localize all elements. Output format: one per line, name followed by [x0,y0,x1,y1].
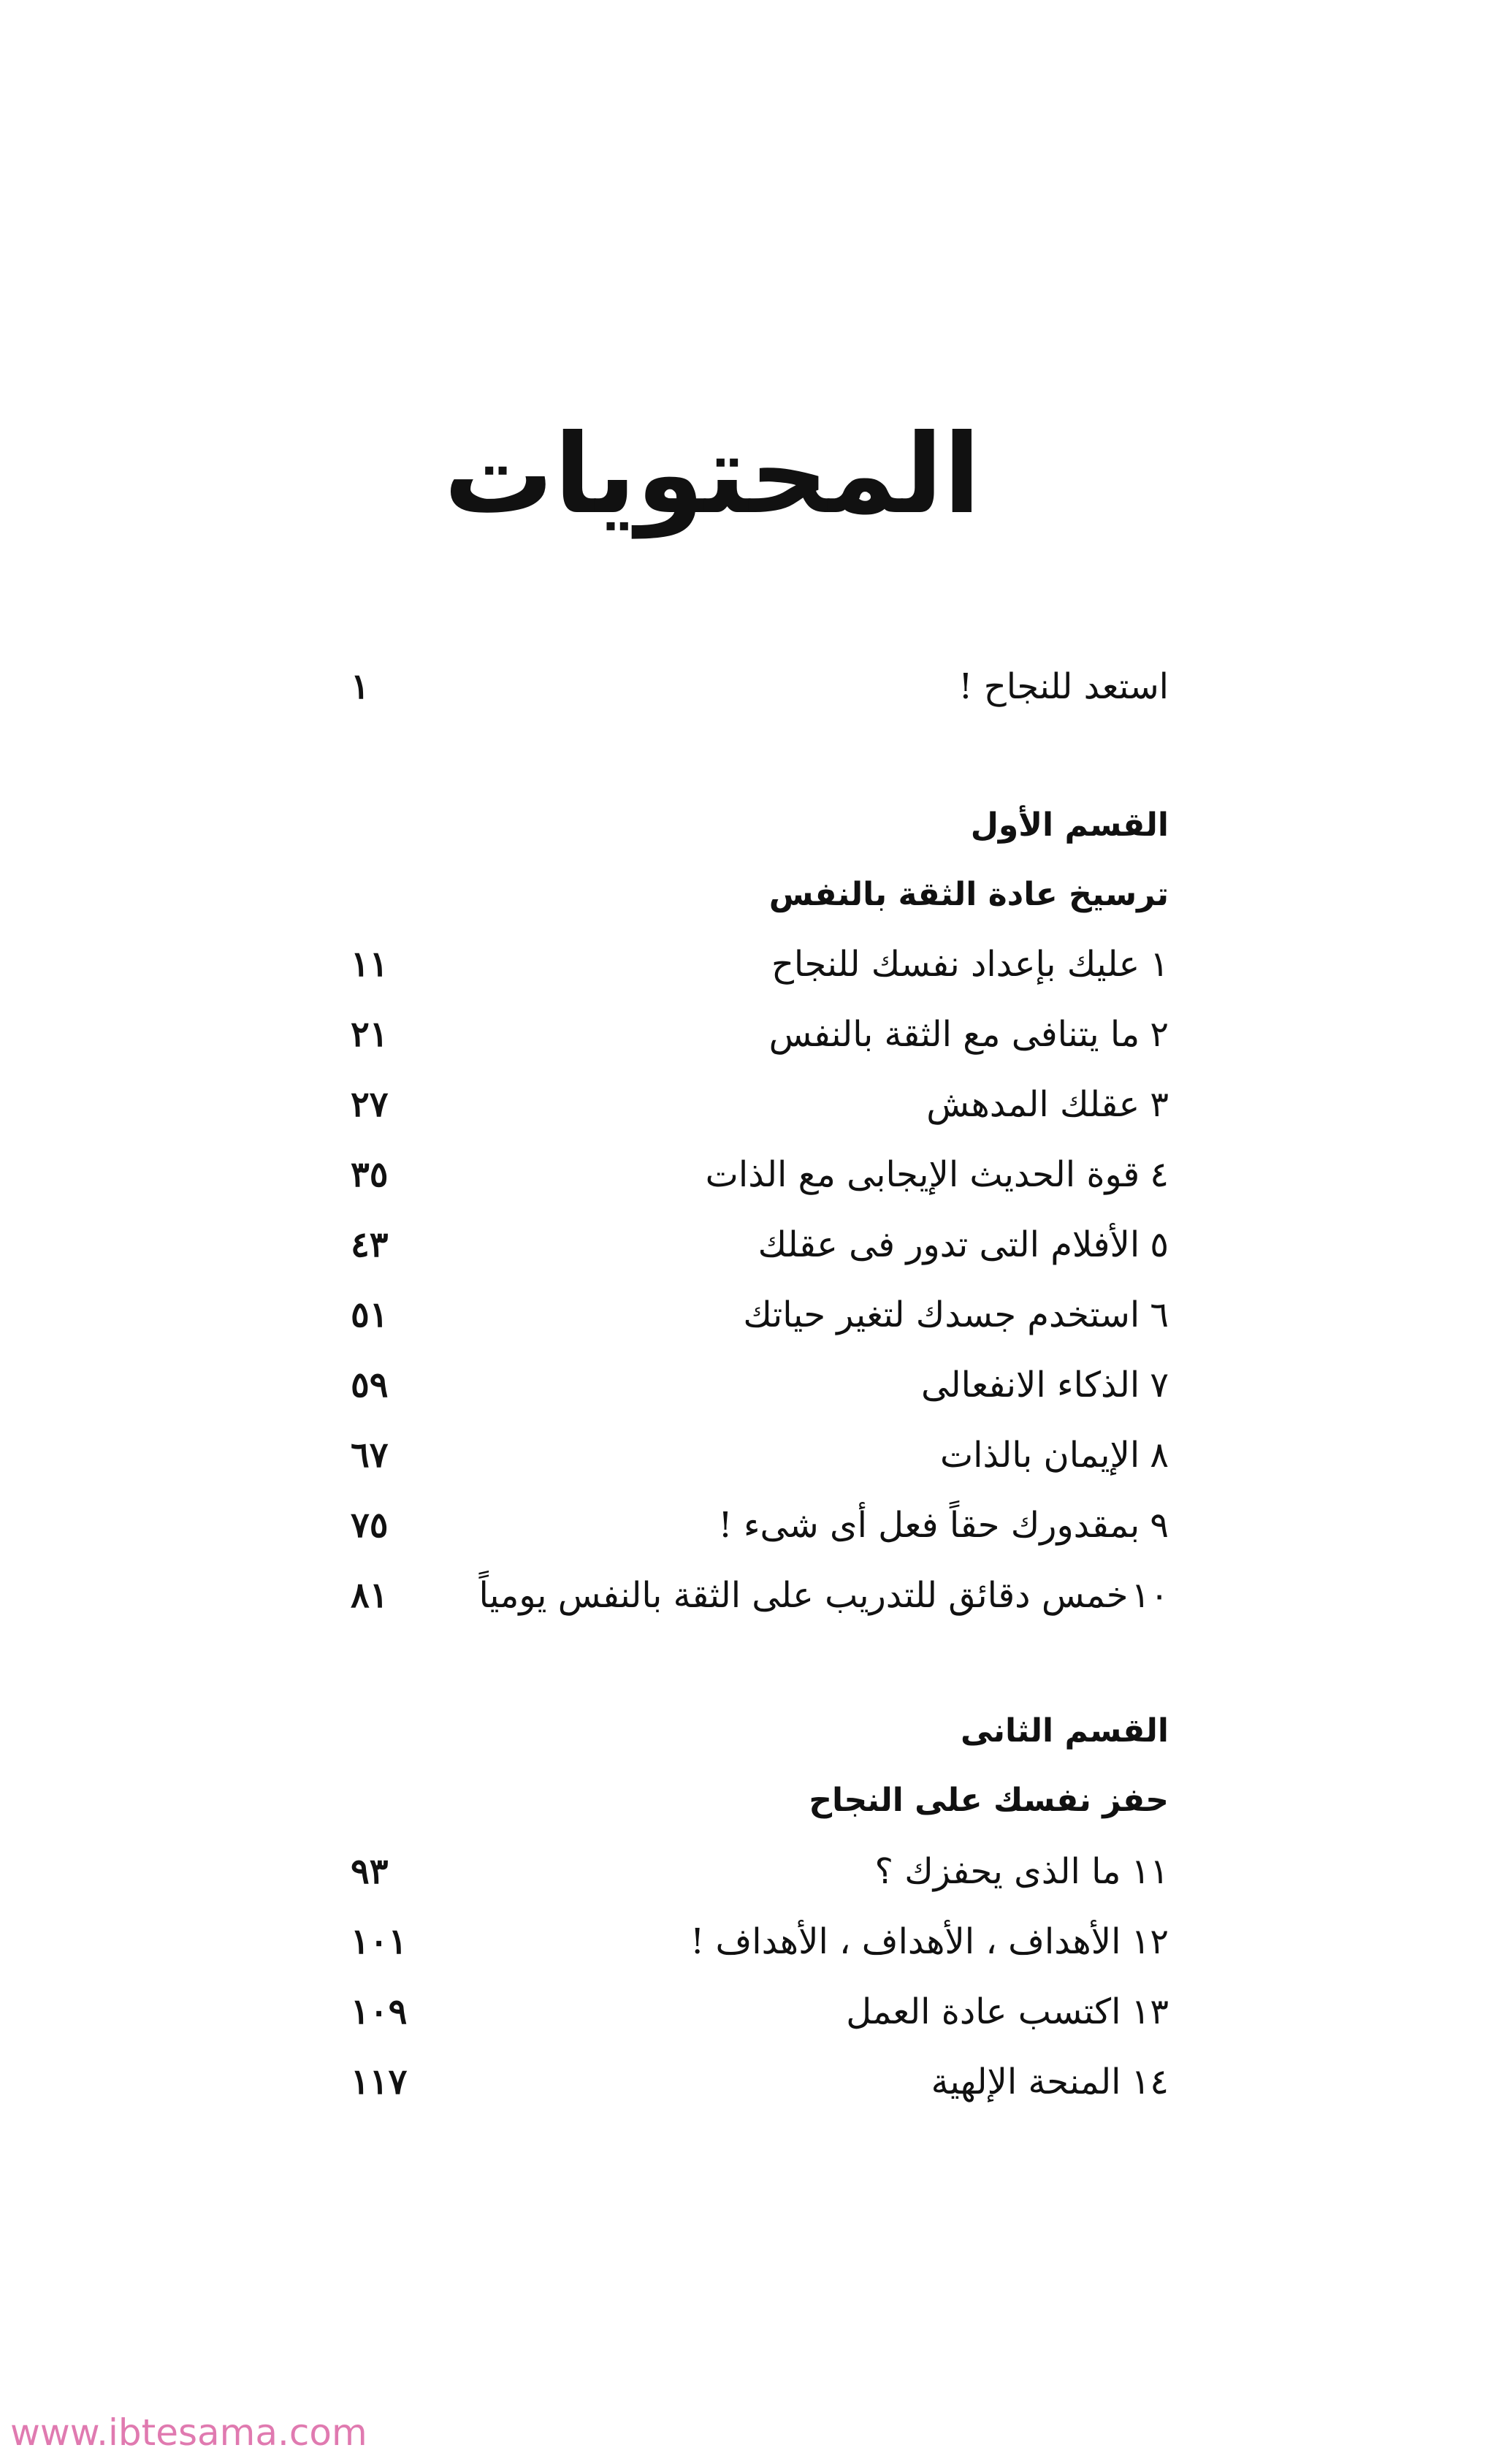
toc-entry-intro[interactable] [351,661,1169,712]
watermark-url: www.ibtesama.com [10,2411,367,2454]
toc-entry[interactable] [351,1430,1169,1481]
toc-entry-label: الذكاء الانفعالى [920,1365,1140,1405]
page-title: المحتويات [443,411,981,538]
toc-page-number: ٨١ [351,1575,389,1616]
chapter-number: ٩ [1150,1505,1169,1546]
toc-page-number: ٦٧ [351,1435,389,1476]
toc-entry-label: استعد للنجاح ! [958,666,1169,707]
table-of-contents [351,0,1169,2464]
toc-entry-label: عليك بإعداد نفسك للنجاح [771,944,1140,985]
chapter-number: ٧ [1150,1365,1169,1405]
toc-entry-label: استخدم جسدك لتغير حياتك [743,1294,1140,1335]
chapter-number: ١٣ [1131,1991,1169,2032]
toc-page-number: ٥١ [351,1294,389,1335]
toc-entry-label: بمقدورك حقاً فعل أى شىء ! [718,1505,1140,1546]
toc-entry[interactable] [351,1570,1169,1621]
toc-entry-label: ما يتنافى مع الثقة بالنفس [768,1014,1140,1055]
toc-page-number: ٤٣ [351,1224,389,1265]
toc-entry-label: ما الذى يحفزك ؟ [874,1851,1121,1892]
toc-page-number: ٣٥ [351,1154,389,1195]
chapter-number: ٦ [1150,1294,1169,1335]
toc-page-number: ٥٩ [351,1365,389,1405]
part-subtitle: حفز نفسك على النجاح [809,1782,1169,1819]
toc-entry[interactable] [351,1009,1169,1060]
chapter-number: ٥ [1150,1224,1169,1265]
chapter-number: ٢ [1150,1014,1169,1055]
toc-entry-label: الإيمان بالذات [939,1435,1140,1476]
toc-page-number: ٢١ [351,1014,389,1055]
toc-entry-label: اكتسب عادة العمل [846,1991,1121,2032]
part-heading: القسم الثانى [961,1712,1169,1750]
toc-page-number: ١١٧ [351,2061,408,2102]
toc-entry-label: الأفلام التى تدور فى عقلك [757,1224,1140,1265]
toc-entry[interactable] [351,1079,1169,1130]
toc-entry[interactable] [351,1916,1169,1967]
chapter-number: ١١ [1131,1851,1169,1892]
toc-page-number: ٢٧ [351,1084,389,1125]
toc-page-number: ١ [351,666,370,707]
toc-entry[interactable] [351,2056,1169,2108]
toc-entry-label: قوة الحديث الإيجابى مع الذات [705,1154,1140,1195]
toc-page-number: ٩٣ [351,1851,389,1892]
chapter-number: ٨ [1150,1435,1169,1476]
toc-page-number: ١١ [351,944,389,985]
chapter-number: ١٠ [1131,1575,1169,1616]
toc-entry-label: المنحة الإلهية [931,2061,1121,2102]
toc-entry-label: خمس دقائق للتدريب على الثقة بالنفس يومياً [478,1575,1129,1616]
chapter-number: ٤ [1150,1154,1169,1195]
chapter-number: ١ [1150,944,1169,985]
toc-page-number: ٧٥ [351,1505,389,1546]
toc-entry[interactable] [351,1359,1169,1411]
chapter-number: ١٢ [1131,1921,1169,1962]
part-heading: القسم الأول [970,806,1169,844]
toc-entry[interactable] [351,1289,1169,1340]
toc-entry[interactable] [351,1846,1169,1897]
chapter-number: ١٤ [1131,2061,1169,2102]
toc-page-number: ١٠١ [351,1921,408,1962]
toc-entry[interactable] [351,939,1169,990]
toc-page-number: ١٠٩ [351,1991,408,2032]
toc-entry-label: عقلك المدهش [926,1084,1140,1125]
toc-entry-label: الأهداف ، الأهداف ، الأهداف ! [690,1921,1121,1962]
toc-entry[interactable] [351,1219,1169,1270]
toc-entry[interactable] [351,1986,1169,2037]
toc-entry[interactable] [351,1500,1169,1551]
chapter-number: ٣ [1150,1084,1169,1125]
part-subtitle: ترسيخ عادة الثقة بالنفس [768,876,1169,913]
toc-entry[interactable] [351,1149,1169,1200]
